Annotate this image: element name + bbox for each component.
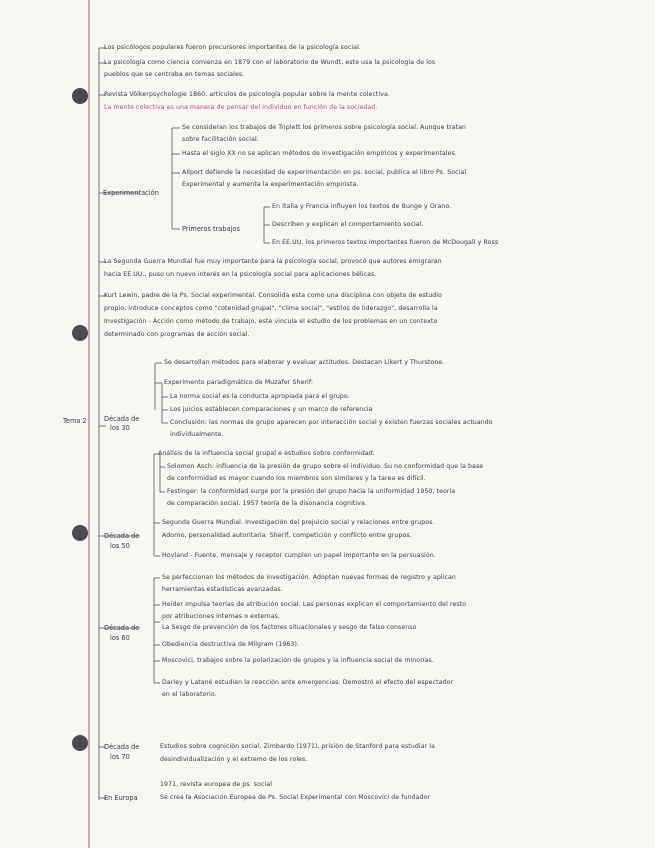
decada50-label: Década de (104, 532, 140, 540)
text-line: Hovland - Fuente, mensaje y receptor cumplen un papel importante en la persuasión. (162, 552, 436, 559)
decada70-label: los 70 (110, 753, 130, 761)
text-line: 1971, revista europea de ps. social (160, 781, 273, 788)
text-line: en el laboratorio. (162, 691, 217, 698)
text-line: En EE.UU. los primeros textos importantes fueron de McDougall y Ross (272, 239, 499, 246)
text-line: Festinger: la conformidad surge por la presión del grupo hacia la uniformidad 1950, teoría (167, 488, 456, 495)
text-line: Describen y explican el comportamiento social. (272, 221, 424, 228)
text-line: desindividualización y el extremo de los roles. (160, 756, 308, 763)
decada60-label: los 60 (110, 634, 130, 642)
text-line: Se desarrollan métodos para elaborar y evaluar actitudes. Destacan Likert y Thurstone. (164, 359, 445, 366)
text-line: determinado con programas de acción social. (104, 331, 250, 338)
text-line: Obediencia destructiva de Milgram (1963). (162, 641, 300, 648)
text-line: Solomon Asch: influencia de la presión de grupo sobre el individuo. Su no conformidad que la base (167, 463, 484, 470)
text-line: Experimental y aumenta la experimentación empirista. (182, 181, 359, 188)
text-line: hacia EE.UU., puso un nuevo interés en la psicología social para aplicaciones bélicas. (104, 271, 377, 278)
text-line: Análisis de la influencia social grupal e estudios sobre conformidad. (158, 450, 375, 457)
text-line: La mente colectiva es una manera de pensar del individuo en función de la sociedad. (104, 104, 378, 111)
text-line: Segunda Guerra Mundial. Investigación del prejuicio social y relaciones entre grupos. (162, 519, 435, 526)
text-line: La psicología como ciencia comienza en 1879 con el laboratorio de Wundt, este usa la psicología de los (104, 59, 436, 66)
text-line: En Italia y Francia influyen los textos de Bunge y Orano. (272, 203, 452, 210)
text-line: por atribuciones internas o externas. (162, 613, 280, 620)
text-line: Conclusión: las normas de grupo aparecen por interacción social y existen fuerzas sociales actuando (170, 419, 493, 426)
primeros-trabajos-label: Primeros trabajos (182, 225, 240, 233)
text-line: Se perfeccionan los métodos de investigación. Adoptan nuevas formas de registro y aplican (162, 574, 456, 581)
decada60-label: Década de (104, 624, 140, 632)
text-line: Moscovici, trabajos sobre la polarización de grupos y la influencia social de minorías. (162, 657, 434, 664)
text-line: Allport defiende la necesidad de experimentación en ps. social, publica el libro Ps. Social (182, 169, 467, 176)
experimentacion-label: Experimentación (103, 189, 159, 197)
decada50-label: los 50 (110, 542, 130, 550)
text-line: de comparación social. 1957 teoría de la disonancia cognitiva. (167, 500, 367, 507)
text-line: de conformidad es mayor cuando los miembros son similares y la tarea es difícil. (167, 475, 426, 482)
text-line: Revista Völkerpsychologie 1860, artículos de psicología popular sobre la mente colectiva. (104, 91, 390, 98)
text-line: pueblos que se centraba en temas sociales. (104, 71, 245, 78)
text-line: Se consideran los trabajos de Triplett los primeros sobre psicología social. Aunque tratan (182, 124, 467, 131)
europa-label: En Europa (104, 794, 138, 802)
text-line: La Segunda Guerra Mundial fue muy importante para la psicología social, provocó que autores emigraran (104, 258, 442, 265)
text-line: Darley y Latané estudian la reacción ante emergencias. Demostró el efecto del espectador (162, 679, 454, 686)
text-line: Adorno, personalidad autoritaria. Sherif, competición y conflicto entre grupos. (162, 532, 412, 539)
text-line: La norma social es la conducta apropiada para el grupo. (170, 393, 350, 400)
text-line: Experimento paradigmático de Muzafer Sherif: (164, 379, 314, 386)
text-line: Los juicios establecen comparaciones y un marco de referencia (170, 406, 373, 413)
text-line: individualmente. (170, 431, 224, 438)
decada70-label: Década de (104, 743, 140, 751)
text-line: herramientas estadísticas avanzadas. (162, 586, 283, 593)
text-line: Los psicólogos populares fueron precursores importantes de la psicología social. (104, 44, 361, 51)
text-line: propio, introduce conceptos como "cotenidad grupal", "clima social", "estilos de liderazgo", desarrolla la (104, 305, 438, 312)
text-line: Estudios sobre cognición social. Zimbardo (1971), prisión de Stanford para estudiar la (160, 743, 436, 750)
decada30-label: los 30 (110, 424, 130, 432)
tema-label: Tema 2 (63, 417, 87, 425)
text-line: Heider impulsa teorías de atribución social. Las personas explican el comportamiento del resto (162, 601, 467, 608)
text-line: Kurt Lewin, padre de la Ps. Social experimental. Consolida esta como una disciplina con objeto de estudio (104, 292, 442, 299)
text-line: Hasta el siglo XX no se aplican métodos de investigación empíricos y experimentales. (182, 150, 457, 157)
decada30-label: Década de (104, 415, 140, 423)
text-line: Se crea la Asociación Europea de Ps. Social Experimental con Moscovici de fundador (160, 794, 431, 801)
text-line: La Sesgo de prevención de los factores situacionales y sesgo de falso consenso (162, 624, 417, 631)
text-line: Investigación - Acción como método de trabajo, este vincula el estudio de los problemas en un contexto (104, 318, 438, 325)
text-line: sobre facilitación social. (182, 136, 259, 143)
